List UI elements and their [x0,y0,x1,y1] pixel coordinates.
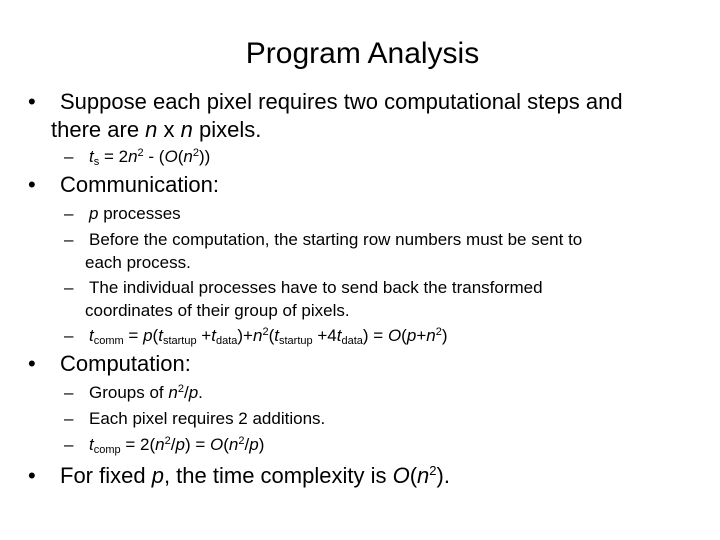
formula-tcomm: $t_{comm} = p(t_{startup} +t_{data})+n^2(t_{startup} +4t_{data}) = O(p+n^2)$ [89,326,448,347]
bullet-marker: • [28,89,36,114]
bullet-1-line-1: Suppose each pixel requires two computational steps and [60,89,623,114]
comp-item-additions: Each pixel requires 2 additions. [89,409,326,428]
bullet-3-computation: Computation: [60,351,191,376]
dash-marker: – [64,204,74,223]
bullet-4-complexity: For fixed p, the time complexity is $O(n^2)$. [60,463,450,488]
dash-marker: – [64,383,74,402]
bullet-marker: • [28,351,36,376]
dash-marker: – [64,230,74,249]
bullet-2-communication: Communication: [60,172,219,197]
bullet-1-line-2: there are n x n pixels. [51,117,262,142]
bullet-marker: • [28,172,36,197]
comm-item-before-line-2: each process. [85,253,191,272]
slide-title: Program Analysis [245,37,480,70]
formula-tcomp: $t_{comp} = 2(n^2/p) = O(n^2/p)$ [89,435,265,456]
formula-ts: $t_s = 2n^2 - (O(n^2))$ [89,147,211,168]
comm-item-send-back-line-2: coordinates of their group of pixels. [85,301,350,320]
comm-item-send-back-line-1: The individual processes have to send back the transformed [89,278,543,297]
dash-marker: – [64,409,74,428]
comm-item-before-line-1: Before the computation, the starting row numbers must be sent to [89,230,583,249]
dash-marker: – [64,326,74,345]
bullet-marker: • [28,463,36,488]
dash-marker: – [64,147,74,166]
comm-item-processes: p processes [89,204,181,223]
dash-marker: – [64,435,74,454]
dash-marker: – [64,278,74,297]
comp-item-groups: Groups of $n^2/p$. [89,383,203,402]
